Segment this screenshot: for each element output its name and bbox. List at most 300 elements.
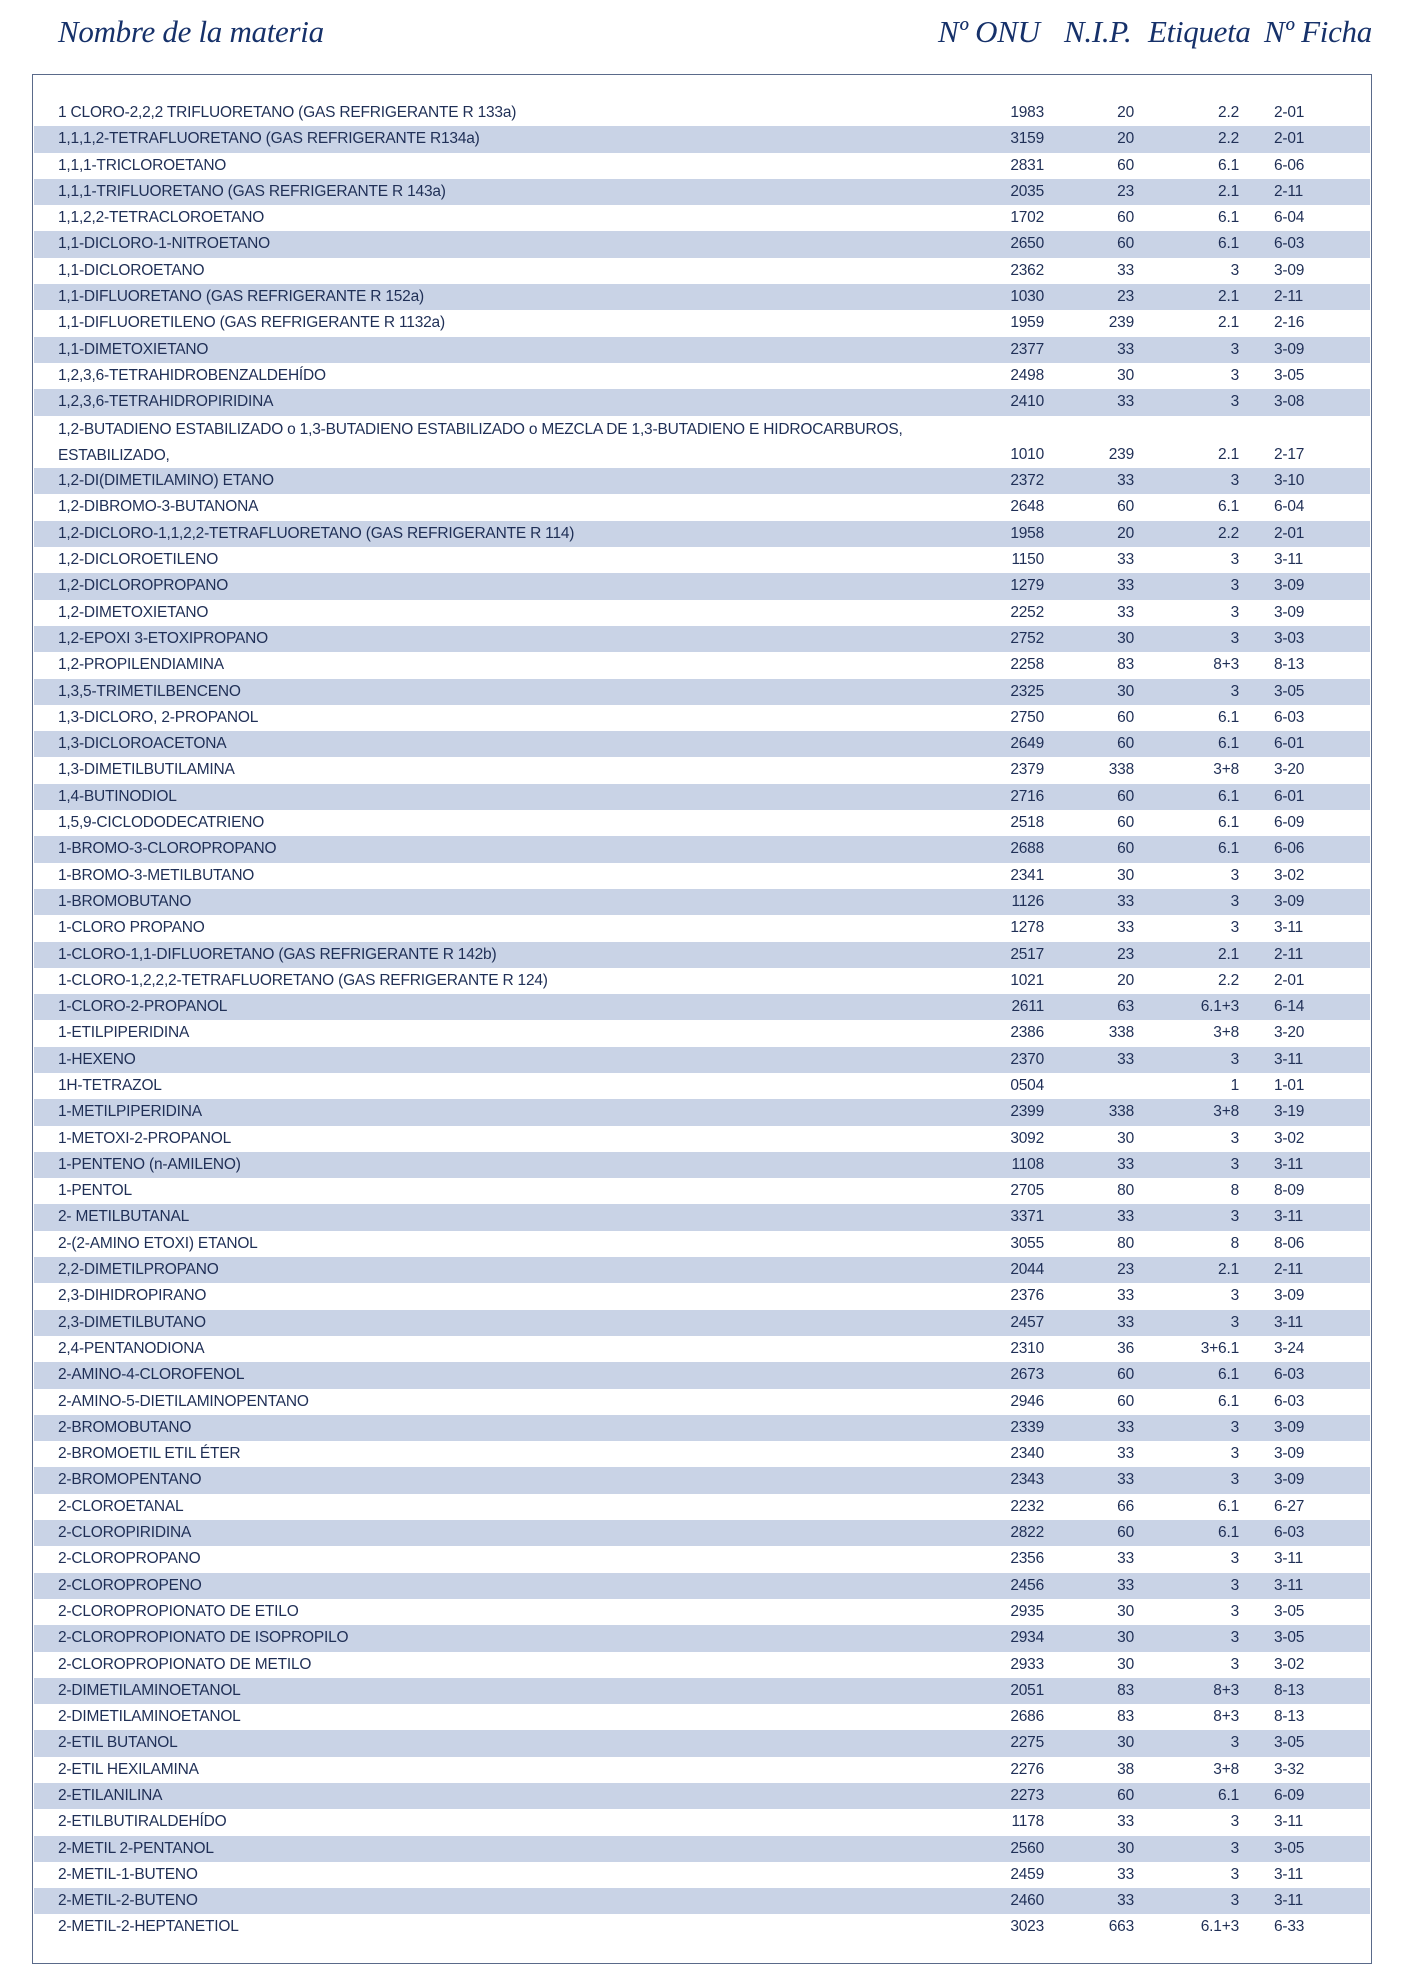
cell-name: 1,1,1-TRICLOROETANO <box>58 156 227 174</box>
cell-name: 1,2-DICLOROETILENO <box>58 551 219 569</box>
table-row <box>34 1730 1370 1756</box>
cell-ficha: 2-11 <box>1274 1261 1304 1279</box>
cell-onu: 2273 <box>1010 1787 1044 1804</box>
cell-ficha: 3-19 <box>1274 1103 1305 1121</box>
cell-nip: 33 <box>1117 1445 1134 1463</box>
cell-etiqueta: 2.1 <box>1218 446 1239 464</box>
cell-name: 1,1,2,2-TETRACLOROETANO <box>58 209 265 227</box>
cell-ficha: 6-03 <box>1274 235 1305 253</box>
cell-ficha: 6-33 <box>1274 1918 1305 1936</box>
header-ficha: Nº Ficha <box>1264 14 1372 49</box>
table-row <box>34 1520 1370 1546</box>
cell-name: 2-BROMOBUTANO <box>58 1418 192 1436</box>
cell-onu: 2377 <box>1010 340 1044 358</box>
cell-etiqueta: 6.1 <box>1218 1524 1239 1542</box>
cell-etiqueta: 3+8 <box>1213 1024 1239 1042</box>
cell-onu: 2379 <box>1010 761 1044 779</box>
cell-ficha: 8-13 <box>1274 1681 1305 1699</box>
cell-etiqueta: 3+6.1 <box>1200 1339 1239 1357</box>
cell-onu: 1702 <box>1010 209 1044 227</box>
table-row <box>34 1047 1370 1073</box>
table-row <box>34 1494 1370 1520</box>
cell-name: 1-BROMO-3-METILBUTANO <box>58 866 255 884</box>
cell-nip: 60 <box>1117 787 1134 805</box>
cell-name: 1,1,1-TRIFLUORETANO (GAS REFRIGERANTE R 143a) <box>58 182 446 200</box>
cell-onu: 2457 <box>1010 1313 1044 1331</box>
cell-etiqueta: 2.1 <box>1218 314 1239 332</box>
cell-ficha: 3-20 <box>1274 1024 1305 1042</box>
cell-etiqueta: 8 <box>1230 1234 1239 1252</box>
cell-etiqueta: 6.1+3 <box>1200 998 1239 1016</box>
cell-ficha: 3-11 <box>1274 1576 1304 1594</box>
cell-etiqueta: 3 <box>1230 1445 1239 1463</box>
cell-nip: 60 <box>1117 735 1134 753</box>
cell-onu: 2276 <box>1010 1760 1044 1778</box>
cell-onu: 1126 <box>1011 892 1044 910</box>
cell-ficha: 3-09 <box>1274 261 1305 279</box>
cell-etiqueta: 6.1 <box>1218 1392 1239 1410</box>
cell-etiqueta: 3+8 <box>1213 761 1239 779</box>
table-row <box>34 284 1370 310</box>
cell-nip: 20 <box>1117 130 1134 148</box>
cell-nip: 60 <box>1117 209 1134 227</box>
cell-name: 1-METOXI-2-PROPANOL <box>58 1129 232 1147</box>
cell-onu: 2935 <box>1010 1602 1044 1620</box>
cell-etiqueta: 3 <box>1230 1471 1239 1489</box>
cell-nip: 30 <box>1117 1839 1134 1857</box>
table-row <box>34 1573 1370 1599</box>
cell-nip: 33 <box>1117 551 1134 569</box>
cell-etiqueta: 6.1+3 <box>1200 1918 1239 1936</box>
table-row <box>34 863 1370 889</box>
table-row <box>34 1783 1370 1809</box>
cell-nip: 23 <box>1117 182 1134 200</box>
cell-name: 2-AMINO-4-CLOROFENOL <box>58 1366 245 1384</box>
cell-onu: 0504 <box>1010 1076 1044 1094</box>
cell-ficha: 3-05 <box>1274 1734 1305 1752</box>
table-row <box>34 521 1370 547</box>
cell-onu: 2310 <box>1010 1339 1044 1357</box>
table-row <box>34 1152 1370 1178</box>
cell-nip: 33 <box>1117 919 1134 937</box>
cell-name: 1,2,3,6-TETRAHIDROPIRIDINA <box>58 393 274 411</box>
cell-etiqueta: 3 <box>1230 1865 1239 1883</box>
cell-ficha: 6-01 <box>1274 787 1305 805</box>
cell-name: 1,4-BUTINODIOL <box>58 787 177 805</box>
cell-ficha: 8-13 <box>1274 1708 1305 1726</box>
table-row <box>34 205 1370 231</box>
cell-nip: 30 <box>1117 682 1134 700</box>
cell-ficha: 6-03 <box>1274 1392 1305 1410</box>
cell-onu: 2339 <box>1010 1418 1044 1436</box>
cell-name: 1,2-EPOXI 3-ETOXIPROPANO <box>58 629 268 647</box>
cell-nip: 338 <box>1108 761 1134 779</box>
cell-ficha: 3-09 <box>1274 577 1305 595</box>
cell-etiqueta: 2.1 <box>1218 182 1239 200</box>
cell-nip: 33 <box>1117 1050 1134 1068</box>
cell-etiqueta: 3 <box>1230 1734 1239 1752</box>
cell-etiqueta: 3 <box>1230 892 1239 910</box>
cell-onu: 1010 <box>1010 446 1044 464</box>
table-row <box>34 1704 1370 1730</box>
cell-name: 1,1-DIFLUORETANO (GAS REFRIGERANTE R 152a) <box>58 288 424 306</box>
cell-nip: 80 <box>1117 1234 1134 1252</box>
cell-nip: 33 <box>1117 603 1134 621</box>
table-row <box>34 679 1370 705</box>
cell-nip: 66 <box>1117 1497 1134 1515</box>
cell-ficha: 3-05 <box>1274 1839 1305 1857</box>
cell-ficha: 6-14 <box>1274 998 1305 1016</box>
cell-etiqueta: 2.1 <box>1218 288 1239 306</box>
cell-name: 1,5,9-CICLODODECATRIENO <box>58 814 265 832</box>
table-row <box>34 1178 1370 1204</box>
cell-name: 1,2-DIMETOXIETANO <box>58 603 209 621</box>
cell-name: 1,2-DICLORO-1,1,2,2-TETRAFLUORETANO (GAS REFRIGERANTE R 114) <box>58 524 575 542</box>
cell-etiqueta: 3 <box>1230 261 1239 279</box>
cell-ficha: 3-11 <box>1274 1208 1304 1226</box>
cell-ficha: 3-11 <box>1274 1155 1304 1173</box>
cell-nip: 30 <box>1117 1734 1134 1752</box>
cell-onu: 1983 <box>1010 104 1044 121</box>
cell-nip: 20 <box>1117 971 1134 989</box>
cell-etiqueta: 3 <box>1230 629 1239 647</box>
header-etiqueta: Etiqueta <box>1148 14 1251 49</box>
table-row <box>34 1441 1370 1467</box>
cell-etiqueta: 6.1 <box>1218 787 1239 805</box>
cell-ficha: 3-09 <box>1274 1445 1305 1463</box>
cell-nip: 30 <box>1117 629 1134 647</box>
cell-name: 1,1-DICLORO-1-NITROETANO <box>58 235 270 253</box>
cell-ficha: 3-05 <box>1274 682 1305 700</box>
cell-nip: 60 <box>1117 1787 1134 1804</box>
cell-nip: 33 <box>1117 892 1134 910</box>
cell-nip: 63 <box>1117 998 1134 1016</box>
table-row <box>34 915 1370 941</box>
cell-etiqueta: 6.1 <box>1218 498 1239 516</box>
cell-name: 2,4-PENTANODIONA <box>58 1339 205 1357</box>
cell-name: 1-HEXENO <box>58 1050 136 1068</box>
cell-name: 2-CLOROPROPENO <box>58 1576 202 1594</box>
cell-name: 1,2-BUTADIENO ESTABILIZADO o 1,3-BUTADIENO ESTABILIZADO o MEZCLA DE 1,3-BUTADIENO E HIDROCARBUROS, ESTABILIZADO, <box>58 420 903 464</box>
cell-name: 1,2-DI(DIMETILAMINO) ETANO <box>58 472 274 490</box>
cell-etiqueta: 3 <box>1230 1813 1239 1831</box>
cell-ficha: 2-11 <box>1274 945 1304 963</box>
cell-etiqueta: 3 <box>1230 1602 1239 1620</box>
cell-nip: 33 <box>1117 1155 1134 1173</box>
header-name: Nombre de la materia <box>58 14 324 49</box>
cell-nip: 30 <box>1117 1129 1134 1147</box>
cell-nip: 20 <box>1117 524 1134 542</box>
cell-etiqueta: 2.2 <box>1218 524 1239 542</box>
cell-etiqueta: 3 <box>1230 866 1239 884</box>
cell-onu: 2376 <box>1010 1287 1044 1305</box>
cell-onu: 3092 <box>1010 1129 1044 1147</box>
cell-onu: 2035 <box>1010 182 1044 200</box>
cell-name: 1,3-DICLORO, 2-PROPANOL <box>58 708 259 726</box>
cell-name: 1,1-DICLOROETANO <box>58 261 205 279</box>
table-row <box>34 1467 1370 1493</box>
cell-name: 2-CLOROETANAL <box>58 1497 184 1515</box>
cell-onu: 2252 <box>1010 603 1044 621</box>
cell-nip: 60 <box>1117 498 1134 516</box>
cell-nip: 20 <box>1117 104 1134 121</box>
cell-nip: 30 <box>1117 1629 1134 1647</box>
table-frame <box>32 74 1372 1964</box>
cell-nip: 33 <box>1117 1576 1134 1594</box>
cell-name: 1,3-DICLOROACETONA <box>58 735 227 753</box>
cell-ficha: 3-11 <box>1274 1892 1304 1910</box>
cell-onu: 2705 <box>1010 1182 1044 1200</box>
table-row <box>34 889 1370 915</box>
cell-name: 2-AMINO-5-DIETILAMINOPENTANO <box>58 1392 309 1410</box>
cell-onu: 2650 <box>1010 235 1044 253</box>
cell-nip: 23 <box>1117 1261 1134 1279</box>
cell-etiqueta: 8 <box>1230 1182 1239 1200</box>
cell-ficha: 3-09 <box>1274 892 1305 910</box>
cell-name: 1,1-DIMETOXIETANO <box>58 340 209 358</box>
table-row <box>34 757 1370 783</box>
cell-name: 1-CLORO-1,2,2,2-TETRAFLUORETANO (GAS REFRIGERANTE R 124) <box>58 971 548 989</box>
table-row <box>34 100 1370 126</box>
cell-etiqueta: 3 <box>1230 1550 1239 1568</box>
table-row <box>34 1020 1370 1046</box>
cell-onu: 2752 <box>1010 629 1044 647</box>
cell-onu: 1030 <box>1010 288 1044 306</box>
cell-ficha: 3-11 <box>1274 1050 1304 1068</box>
cell-onu: 2688 <box>1010 840 1044 858</box>
cell-name: 2-CLOROPROPANO <box>58 1550 201 1568</box>
cell-onu: 2686 <box>1010 1708 1044 1726</box>
cell-name: 1 CLORO-2,2,2 TRIFLUORETANO (GAS REFRIGERANTE R 133a) <box>58 104 517 121</box>
table-row <box>34 1073 1370 1099</box>
table-row <box>34 1362 1370 1388</box>
cell-name: 2-CLOROPROPIONATO DE ISOPROPILO <box>58 1629 349 1647</box>
cell-etiqueta: 3 <box>1230 1208 1239 1226</box>
cell-onu: 2232 <box>1010 1497 1044 1515</box>
cell-nip: 239 <box>1108 446 1134 464</box>
cell-etiqueta: 3 <box>1230 603 1239 621</box>
cell-onu: 1958 <box>1010 524 1044 542</box>
cell-nip: 30 <box>1117 866 1134 884</box>
cell-etiqueta: 3 <box>1230 682 1239 700</box>
cell-nip: 30 <box>1117 1655 1134 1673</box>
cell-name: 1-ETILPIPERIDINA <box>58 1024 190 1042</box>
cell-nip: 83 <box>1117 1681 1134 1699</box>
cell-nip: 30 <box>1117 366 1134 384</box>
cell-nip: 60 <box>1117 840 1134 858</box>
cell-ficha: 6-04 <box>1274 498 1305 516</box>
cell-etiqueta: 8+3 <box>1213 656 1239 674</box>
cell-name: 2-METIL-1-BUTENO <box>58 1865 198 1883</box>
cell-onu: 2044 <box>1010 1261 1044 1279</box>
cell-name: 1-BROMOBUTANO <box>58 892 192 910</box>
cell-ficha: 8-09 <box>1274 1182 1305 1200</box>
cell-nip: 33 <box>1117 1313 1134 1331</box>
cell-nip: 23 <box>1117 945 1134 963</box>
cell-name: 2-DIMETILAMINOETANOL <box>58 1708 241 1726</box>
cell-ficha: 6-27 <box>1274 1497 1305 1515</box>
cell-onu: 2386 <box>1010 1024 1044 1042</box>
table-row <box>34 363 1370 389</box>
cell-onu: 2460 <box>1010 1892 1044 1910</box>
cell-onu: 2716 <box>1010 787 1044 805</box>
cell-ficha: 2-01 <box>1274 104 1305 121</box>
cell-ficha: 3-05 <box>1274 366 1305 384</box>
cell-onu: 2340 <box>1010 1445 1044 1463</box>
table-row <box>34 416 1370 469</box>
cell-etiqueta: 3 <box>1230 1050 1239 1068</box>
header-onu: Nº ONU <box>938 14 1040 49</box>
cell-onu: 2399 <box>1010 1103 1044 1121</box>
cell-name: 2-(2-AMINO ETOXI) ETANOL <box>58 1234 258 1252</box>
cell-etiqueta: 3+8 <box>1213 1760 1239 1778</box>
cell-ficha: 8-06 <box>1274 1234 1305 1252</box>
table-row <box>34 547 1370 573</box>
cell-etiqueta: 6.1 <box>1218 235 1239 253</box>
cell-onu: 2560 <box>1010 1839 1044 1857</box>
cell-ficha: 3-11 <box>1274 1550 1304 1568</box>
cell-ficha: 3-11 <box>1274 1313 1304 1331</box>
cell-onu: 2498 <box>1010 366 1044 384</box>
cell-ficha: 3-05 <box>1274 1602 1305 1620</box>
cell-etiqueta: 3 <box>1230 919 1239 937</box>
table-row <box>34 1126 1370 1152</box>
cell-nip: 33 <box>1117 393 1134 411</box>
cell-etiqueta: 3+8 <box>1213 1103 1239 1121</box>
cell-onu: 2611 <box>1011 998 1044 1016</box>
table-row <box>34 153 1370 179</box>
cell-ficha: 3-11 <box>1274 919 1304 937</box>
cell-onu: 2275 <box>1010 1734 1044 1752</box>
cell-ficha: 2-01 <box>1274 524 1305 542</box>
cell-onu: 2370 <box>1010 1050 1044 1068</box>
cell-ficha: 2-16 <box>1274 314 1305 332</box>
table-row <box>34 705 1370 731</box>
cell-ficha: 6-01 <box>1274 735 1305 753</box>
cell-name: 2-DIMETILAMINOETANOL <box>58 1681 241 1699</box>
cell-name: 1-PENTENO (n-AMILENO) <box>58 1155 241 1173</box>
table-row <box>34 1757 1370 1783</box>
cell-name: 2-CLOROPROPIONATO DE METILO <box>58 1655 312 1673</box>
cell-etiqueta: 3 <box>1230 393 1239 411</box>
cell-name: 1,1,1,2-TETRAFLUORETANO (GAS REFRIGERANTE R134a) <box>58 130 480 148</box>
cell-etiqueta: 6.1 <box>1218 708 1239 726</box>
table-row <box>34 494 1370 520</box>
table-row <box>34 994 1370 1020</box>
cell-ficha: 3-11 <box>1274 1813 1304 1831</box>
cell-ficha: 3-09 <box>1274 1418 1305 1436</box>
table-row <box>34 1336 1370 1362</box>
substances-table <box>34 100 1370 1941</box>
cell-nip: 338 <box>1108 1024 1134 1042</box>
cell-ficha: 3-02 <box>1274 1129 1305 1147</box>
table-row <box>34 573 1370 599</box>
table-row <box>34 126 1370 152</box>
table-row <box>34 389 1370 415</box>
cell-onu: 2341 <box>1010 866 1044 884</box>
cell-ficha: 6-03 <box>1274 1524 1305 1542</box>
cell-etiqueta: 2.2 <box>1218 971 1239 989</box>
table-row <box>34 1257 1370 1283</box>
cell-nip: 33 <box>1117 1471 1134 1489</box>
cell-nip: 33 <box>1117 472 1134 490</box>
cell-name: 2-CLOROPIRIDINA <box>58 1524 192 1542</box>
cell-nip: 30 <box>1117 1602 1134 1620</box>
cell-nip: 36 <box>1117 1339 1134 1357</box>
cell-nip: 60 <box>1117 156 1134 174</box>
cell-nip: 60 <box>1117 1392 1134 1410</box>
cell-onu: 2831 <box>1010 156 1044 174</box>
cell-nip: 83 <box>1117 1708 1134 1726</box>
cell-name: 2- METILBUTANAL <box>58 1208 190 1226</box>
cell-ficha: 3-09 <box>1274 340 1305 358</box>
cell-name: 1-CLORO PROPANO <box>58 919 205 937</box>
cell-etiqueta: 6.1 <box>1218 209 1239 227</box>
table-row <box>34 836 1370 862</box>
cell-ficha: 3-10 <box>1274 472 1305 490</box>
cell-onu: 1959 <box>1010 314 1044 332</box>
table-row <box>34 1625 1370 1651</box>
cell-name: 1,2-DIBROMO-3-BUTANONA <box>58 498 259 516</box>
table-row <box>34 600 1370 626</box>
cell-ficha: 6-03 <box>1274 708 1305 726</box>
cell-onu: 2822 <box>1010 1524 1044 1542</box>
cell-nip: 38 <box>1117 1760 1134 1778</box>
cell-name: 2-METIL-2-HEPTANETIOL <box>58 1918 239 1936</box>
table-row <box>34 258 1370 284</box>
cell-nip: 80 <box>1117 1182 1134 1200</box>
cell-ficha: 6-06 <box>1274 840 1305 858</box>
cell-etiqueta: 3 <box>1230 366 1239 384</box>
cell-onu: 2517 <box>1010 945 1044 963</box>
cell-name: 1,2-PROPILENDIAMINA <box>58 656 224 674</box>
cell-etiqueta: 3 <box>1230 472 1239 490</box>
cell-name: 1H-TETRAZOL <box>58 1076 162 1094</box>
table-header <box>58 14 1372 62</box>
table-row <box>34 179 1370 205</box>
cell-ficha: 3-02 <box>1274 1655 1305 1673</box>
cell-etiqueta: 2.1 <box>1218 1261 1239 1279</box>
table-row <box>34 942 1370 968</box>
table-row <box>34 1862 1370 1888</box>
cell-ficha: 8-13 <box>1274 656 1305 674</box>
cell-etiqueta: 3 <box>1230 1418 1239 1436</box>
cell-nip: 33 <box>1117 1813 1134 1831</box>
cell-onu: 2410 <box>1010 393 1044 411</box>
cell-name: 2-ETILANILINA <box>58 1787 163 1804</box>
table-row <box>34 1204 1370 1230</box>
table-row <box>34 626 1370 652</box>
cell-etiqueta: 6.1 <box>1218 814 1239 832</box>
cell-name: 2-ETILBUTIRALDEHÍDO <box>58 1813 227 1831</box>
cell-etiqueta: 3 <box>1230 1129 1239 1147</box>
cell-ficha: 6-09 <box>1274 1787 1305 1804</box>
cell-onu: 2648 <box>1010 498 1044 516</box>
cell-nip: 60 <box>1117 235 1134 253</box>
cell-nip: 33 <box>1117 261 1134 279</box>
table-row <box>34 1283 1370 1309</box>
cell-etiqueta: 2.1 <box>1218 945 1239 963</box>
table-row <box>34 1310 1370 1336</box>
cell-name: 1-PENTOL <box>58 1182 132 1200</box>
cell-ficha: 3-05 <box>1274 1629 1305 1647</box>
cell-name: 2-ETIL BUTANOL <box>58 1734 178 1752</box>
cell-onu: 1278 <box>1010 919 1044 937</box>
table-row <box>34 337 1370 363</box>
cell-ficha: 3-09 <box>1274 603 1305 621</box>
cell-onu: 3023 <box>1010 1918 1044 1936</box>
cell-nip: 83 <box>1117 656 1134 674</box>
